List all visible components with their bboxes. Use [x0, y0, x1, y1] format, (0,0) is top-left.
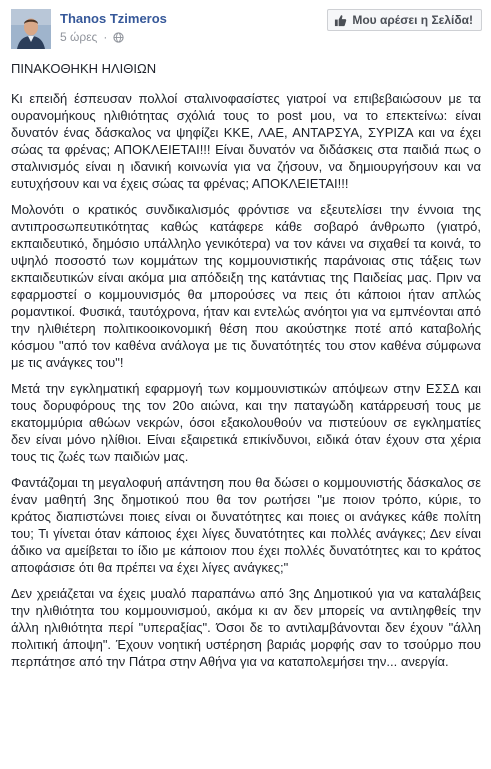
post-timestamp[interactable]: 5 ώρες [60, 30, 98, 44]
avatar[interactable] [11, 9, 51, 49]
post-paragraph: Δεν χρειάζεται να έχεις μυαλό παραπάνω από 3ης Δημοτικού για να καταλάβεις την ηλιθιότητα του κομμουνισμού, ακόμα κι αν δεν μπορείς να αντιληφθείς την άλλη ηλιθιότητα περί "υπεραξίας". Όσοι δε το αντιλαμβάνονται δεν έχουν "άλλη πολιτική άποψη". Έχουν νοητική υστέρηση βαριάς μορφής σαν το τσούρμο που περπάτησε από την Πάτρα στην Αθήνα για να καταπολεμήσει την... ανεργία. [11, 586, 481, 669]
author-name[interactable]: Thanos Tzimeros [60, 11, 167, 26]
post-header [0, 0, 491, 52]
post-paragraph: Φαντάζομαι τη μεγαλοφυή απάντηση που θα δώσει ο κομμουνιστής δάσκαλος σε έναν μαθητή 3ης δημοτικού που θα τον ρωτήσει "με ποιον τρόπο, κύριε, το κράτος διαπιστώνει ποιες είναι οι δυνατότητες και ποιες οι ανάγκες κάθε πολίτη του; Τι γίνεται όταν κάποιος έχει λίγες δυνατότητες και πολλές ανάγκες; Δεν είναι άδικο να αμείβεται το ίδιο με κάποιον που έχει πολλές δυνατότητες και το κράτος αποφάσισε ότι θα πρέπει να έχει λίγες ανάγκες;" [11, 475, 481, 575]
post-paragraph: Μολονότι ο κρατικός συνδικαλισμός φρόντισε να εξευτελίσει την έννοια της αντιπροσωπευτικότητας καθώς κατάφερε κάθε σοβαρό άνθρωπο (γιατρό, εκπαιδευτικό, δημόσιο υπάλληλο γενικότερα) να τον κάνει να σιχαθεί τα κοινά, το υψηλό ποσοστό των κομμάτων της κομμουνιστικής παράνοιας στις τάξεις των εκπαιδευτικών είναι ακόμα μια απόδειξη της κατάντιας της Παιδείας μας. Πριν να εφαρμοστεί ο κομμουνισμός θα μπορούσες να πεις ότι κάποιοι ήταν απλώς ρομαντικοί. Φυσικά, ταυτόχρονα, ήταν και εντελώς ανόητοι για να εμπνέονται από την ηλιθιέτερη πολιτικοοικονομική θέση που ακούστηκε ποτέ από καταβολής κόσμου "από τον καθένα ανάλογα με τις δυνατότητές του στον καθένα σύμφωνα με τις ανάγκες του"! [11, 202, 481, 370]
thumbs-up-icon [334, 14, 347, 27]
post-body [11, 52, 481, 679]
profile-photo [11, 9, 51, 49]
like-page-button[interactable] [327, 9, 482, 31]
like-page-label: Μου αρέσει η Σελίδα! [352, 13, 473, 27]
post-meta [60, 30, 124, 44]
post-paragraph: Μετά την εγκληματική εφαρμογή των κομμουνιστικών απόψεων στην ΕΣΣΔ και τους δορυφόρους της τον 20ο αιώνα, και την παταγώδη κατάρρευσή τους με εκατομμύρια αθώων νεκρών, όσοι εξακολουθούν να πιστεύουν σε εγκληματίες δεν είναι μόνο ηλίθιοι. Είναι εξαιρετικά επικίνδυνοι, ειδικά όταν έχουν στα χέρια τους τις ζωές των παιδιών μας. [11, 381, 481, 464]
globe-icon [113, 32, 124, 43]
post-paragraph: Κι επειδή έσπευσαν πολλοί σταλινοφασίστες γιατροί να επιβεβαιώσουν με τα ουρανομήκους ηλιθιότητας σχόλιά τους το post μου, να το επεκτείνω: είναι δυνατόν ένας δάσκαλος να ψηφίζει ΚΚΕ, ΛΑΕ, ΑΝΤΑΡΣΥΑ, ΣΥΡΙΖΑ και να έχει σώας τα φρένας; ΑΠΟΚΛΕΙΕΤΑΙ!!! Είναι δυνατόν να διδάσκεις στα παιδιά πως ο σταλινισμός είναι η ιδανική κοινωνία για να ζήσουν, να δημιουργήσουν και να ευτυχήσουν και να έχεις σώας τα φρένας; ΑΠΟΚΛΕΙΕΤΑΙ!!! [11, 91, 481, 191]
meta-separator: · [103, 30, 108, 44]
post-title: ΠΙΝΑΚΟΘΗΚΗ ΗΛΙΘΙΩΝ [11, 61, 157, 76]
